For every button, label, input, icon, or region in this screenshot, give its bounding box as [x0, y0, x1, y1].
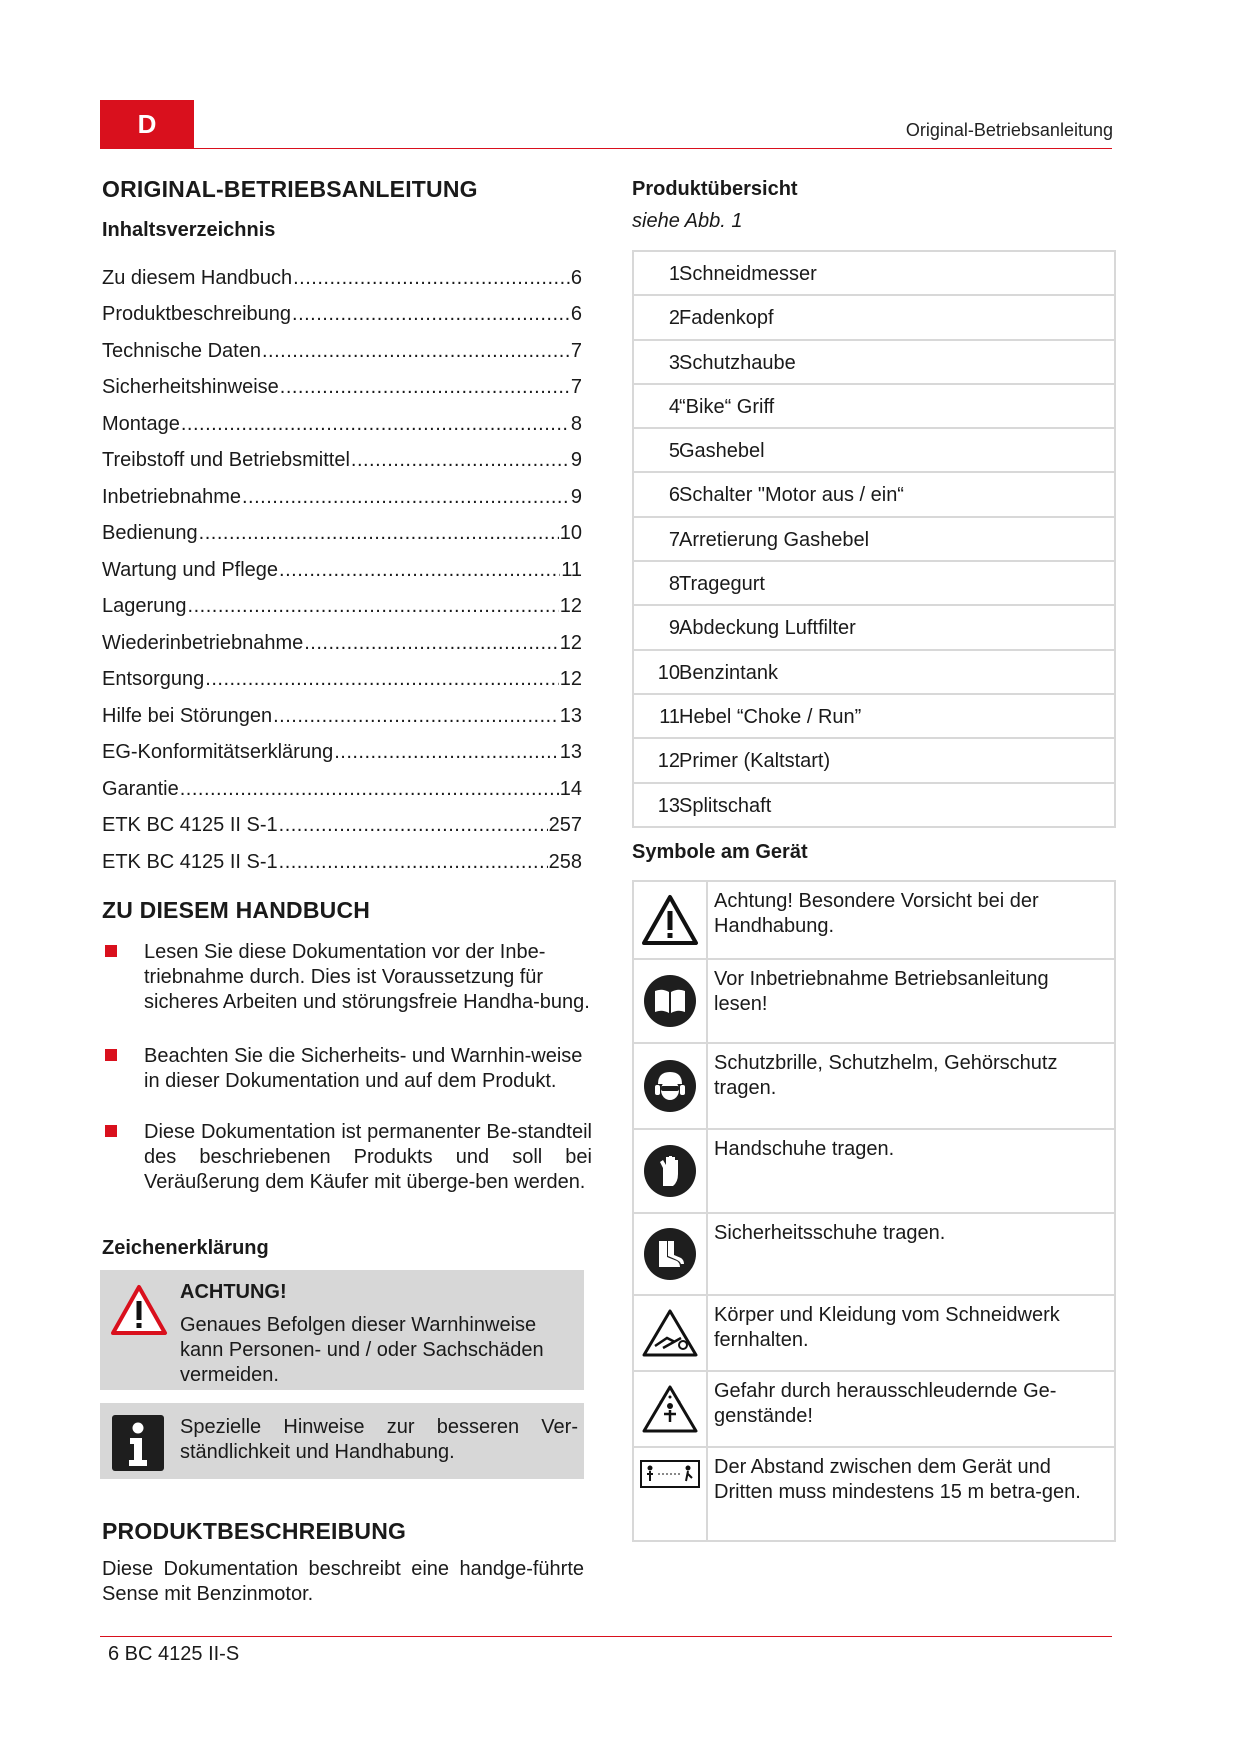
- toc-entry-page: 8: [570, 412, 582, 435]
- toc-entry-page: 11: [561, 558, 582, 581]
- part-label: Arretierung Gashebel: [679, 528, 870, 551]
- part-number: 11: [659, 705, 680, 728]
- footer-text: 6 BC 4125 II-S: [108, 1643, 240, 1665]
- toc-entry-title: Sicherheitshinweise: [102, 376, 279, 398]
- part-label: Gashebel: [679, 440, 765, 463]
- part-number: 4: [668, 395, 680, 418]
- toc-leader: [180, 778, 559, 800]
- part-number: 13: [657, 794, 680, 817]
- toc-entry-page: 9: [570, 449, 582, 471]
- part-label: Abdeckung Luftfilter: [679, 617, 856, 640]
- toc-entry-title: Inbetriebnahme: [102, 485, 241, 508]
- symbol-row: [634, 960, 1114, 1044]
- info-text: Spezielle Hinweise zur besseren Ver-ständlichkeit und Handhabung.: [180, 1416, 578, 1463]
- part-number: 3: [668, 351, 680, 374]
- table-row: [634, 562, 1114, 606]
- symbol-row: [634, 1296, 1114, 1372]
- toc-entry: [102, 435, 582, 472]
- toc-leader: [334, 741, 559, 763]
- toc-entry-title: Produktbeschreibung: [102, 303, 292, 325]
- part-label: Schneidmesser: [679, 263, 817, 285]
- table-of-contents: [102, 252, 582, 873]
- toc-entry-title: Hilfe bei Störungen: [102, 704, 273, 727]
- symbols-table: [632, 880, 1116, 1542]
- symbol-row: [634, 1372, 1114, 1448]
- toc-leader: [279, 559, 560, 581]
- handbook-title: ZU DIESEM HANDBUCH: [102, 897, 371, 923]
- part-number: 8: [668, 573, 680, 596]
- part-number: 7: [668, 528, 680, 551]
- part-label: Splitschaft: [679, 794, 772, 817]
- parts-table: [632, 250, 1116, 828]
- toc-leader: [242, 486, 570, 508]
- toc-entry-title: Wartung und Pflege: [102, 558, 279, 581]
- toc-entry: [102, 654, 582, 691]
- toc-leader: [273, 705, 559, 727]
- part-label: Hebel “Choke / Run”: [679, 705, 862, 728]
- toc-entry: [102, 544, 582, 581]
- toc-entry: [102, 763, 582, 800]
- part-label: Primer (Kaltstart): [679, 750, 831, 773]
- part-label: Schalter "Motor aus / ein“: [679, 484, 904, 507]
- overview-title: Produktübersicht: [632, 178, 798, 200]
- toc-leader: [292, 303, 570, 325]
- symbol-text: Der Abstand zwischen dem Gerät und Dritten muss mindestens 15 m betra-gen.: [714, 1456, 1081, 1503]
- table-row: [634, 606, 1114, 650]
- symbol-text: Körper und Kleidung vom Schneidwerk fernhalten.: [714, 1304, 1060, 1351]
- toc-entry: [102, 362, 582, 399]
- toc-leader: [188, 595, 559, 617]
- toc-entry: [102, 800, 582, 837]
- table-row: [634, 341, 1114, 385]
- head-protection-icon: [634, 1044, 708, 1128]
- toc-entry-page: 10: [559, 522, 582, 544]
- toc-leader: [280, 376, 570, 398]
- warning-triangle-icon: [110, 1284, 168, 1341]
- toc-entry: [102, 289, 582, 326]
- toc-entry-title: Treibstoff und Betriebsmittel: [102, 449, 350, 471]
- toc-leader: [262, 340, 570, 362]
- bullet-text: Lesen Sie diese Dokumentation vor der Inbe-triebnahme durch. Dies ist Voraussetzung für sicheres Arbeiten und störungsfreie Handha-bung.: [144, 941, 590, 1013]
- safety-boots-icon: [634, 1214, 708, 1294]
- part-number: 12: [657, 750, 680, 773]
- product-text: Diese Dokumentation beschreibt eine handge-führte Sense mit Benzinmotor.: [102, 1558, 584, 1605]
- product-title: PRODUKTBESCHREIBUNG: [102, 1518, 407, 1544]
- toc-entry-page: 7: [570, 339, 582, 362]
- toc-entry-title: ETK BC 4125 II S-1: [102, 814, 278, 836]
- toc-entry-page: 257: [548, 814, 582, 836]
- toc-entry: [102, 727, 582, 764]
- toc-entry-page: 6: [570, 266, 582, 289]
- toc-leader: [181, 413, 570, 435]
- main-title: ORIGINAL-BETRIEBSANLEITUNG: [102, 176, 478, 202]
- table-row: [634, 695, 1114, 739]
- read-manual-icon: [634, 960, 708, 1042]
- info-icon: [112, 1415, 164, 1471]
- toc-entry-page: 258: [548, 850, 582, 873]
- toc-entry: [102, 581, 582, 618]
- toc-entry-page: 6: [570, 303, 582, 325]
- symbol-row: [634, 1448, 1114, 1542]
- table-row: [634, 739, 1114, 783]
- toc-entry: [102, 617, 582, 654]
- part-number: 5: [668, 440, 680, 463]
- table-row: [634, 784, 1114, 828]
- toc-leader: [199, 522, 559, 544]
- toc-entry-title: Montage: [102, 412, 180, 435]
- table-row: [634, 252, 1114, 296]
- warning-text: Genaues Befolgen dieser Warnhinweise kann Personen- und / oder Sachschäden vermeiden.: [180, 1314, 544, 1386]
- warning-box: [100, 1270, 584, 1390]
- symbol-row: [634, 882, 1114, 960]
- toc-entry-page: 12: [559, 668, 582, 690]
- handbook-bullets: [102, 940, 592, 1199]
- info-box: [100, 1403, 584, 1479]
- symbol-text: Gefahr durch herausschleudernde Ge-genstände!: [714, 1380, 1057, 1427]
- toc-entry-title: Lagerung: [102, 595, 187, 617]
- header-title: Original-Betriebsanleitung: [905, 120, 1113, 140]
- toc-entry: [102, 398, 582, 435]
- header-rule: [100, 148, 1112, 149]
- toc-entry-title: Zu diesem Handbuch: [102, 266, 293, 289]
- toc-leader: [293, 267, 570, 289]
- toc-entry-page: 14: [559, 777, 582, 800]
- toc-entry: [102, 325, 582, 362]
- part-label: “Bike“ Griff: [679, 395, 775, 418]
- footer-rule: [100, 1636, 1112, 1637]
- language-badge: D: [100, 100, 194, 148]
- toc-leader: [351, 449, 570, 471]
- warning-heading: ACHTUNG!: [180, 1281, 287, 1303]
- part-number: 2: [668, 307, 680, 330]
- toc-leader: [279, 851, 548, 873]
- symbol-text: Schutzbrille, Schutzhelm, Gehörschutz tragen.: [714, 1052, 1058, 1099]
- symbol-row: [634, 1130, 1114, 1214]
- part-label: Schutzhaube: [679, 351, 796, 374]
- table-row: [634, 385, 1114, 429]
- toc-entry-title: Bedienung: [102, 522, 198, 544]
- toc-leader: [205, 668, 558, 690]
- toc-entry-page: 9: [570, 485, 582, 508]
- bullet-text: Beachten Sie die Sicherheits- und Warnhin-weise in dieser Dokumentation und auf dem Produkt.: [144, 1045, 583, 1092]
- table-row: [634, 296, 1114, 340]
- overview-reference: siehe Abb. 1: [632, 210, 743, 232]
- toc-entry-page: 12: [559, 631, 582, 654]
- flying-objects-icon: [634, 1372, 708, 1446]
- symbol-text: Achtung! Besondere Vorsicht bei der Handhabung.: [714, 890, 1039, 937]
- toc-entry: [102, 836, 582, 873]
- toc-entry-page: 13: [559, 704, 582, 727]
- table-row: [634, 651, 1114, 695]
- symbol-text: Vor Inbetriebnahme Betriebsanleitung lesen!: [714, 968, 1049, 1015]
- toc-entry-title: Wiederinbetriebnahme: [102, 631, 304, 654]
- toc-entry: [102, 508, 582, 545]
- toc-title: Inhaltsverzeichnis: [102, 219, 276, 241]
- symbol-row: [634, 1214, 1114, 1296]
- toc-entry: [102, 690, 582, 727]
- toc-entry-title: Technische Daten: [102, 339, 261, 362]
- legend-title: Zeichenerklärung: [102, 1237, 269, 1259]
- toc-entry-page: 7: [570, 376, 582, 398]
- table-row: [634, 429, 1114, 473]
- toc-entry-title: Garantie: [102, 777, 179, 800]
- toc-leader: [279, 814, 548, 836]
- list-item: [102, 940, 592, 1040]
- part-label: Tragegurt: [679, 573, 765, 596]
- warning-triangle-icon: [634, 882, 708, 958]
- toc-entry-title: Entsorgung: [102, 668, 205, 690]
- toc-entry-title: ETK BC 4125 II S-1: [102, 850, 278, 873]
- part-number: 1: [668, 263, 680, 285]
- symbol-text: Sicherheitsschuhe tragen.: [714, 1222, 946, 1244]
- part-number: 6: [668, 484, 680, 507]
- toc-entry: [102, 471, 582, 508]
- distance-15m-icon: [634, 1448, 708, 1540]
- part-number: 10: [657, 661, 680, 684]
- part-number: 9: [668, 617, 680, 640]
- symbols-title: Symbole am Gerät: [632, 841, 808, 863]
- list-item: [102, 1044, 592, 1116]
- gloves-icon: [634, 1130, 708, 1212]
- bullet-text: Diese Dokumentation ist permanenter Be-standteil des beschriebenen Produkts und soll bei Veräußerung dem Käufer mit überge-ben werden.: [144, 1121, 592, 1193]
- toc-entry: [102, 252, 582, 289]
- table-row: [634, 518, 1114, 562]
- symbol-text: Handschuhe tragen.: [714, 1138, 895, 1160]
- symbol-row: [634, 1044, 1114, 1130]
- toc-entry-page: 12: [559, 595, 582, 617]
- part-label: Fadenkopf: [679, 307, 774, 330]
- toc-entry-page: 13: [559, 741, 582, 763]
- table-row: [634, 473, 1114, 517]
- part-label: Benzintank: [679, 661, 778, 684]
- toc-entry-title: EG-Konformitätserklärung: [102, 741, 334, 763]
- list-item: [102, 1120, 592, 1195]
- toc-leader: [304, 632, 559, 654]
- cutting-hazard-icon: [634, 1296, 708, 1370]
